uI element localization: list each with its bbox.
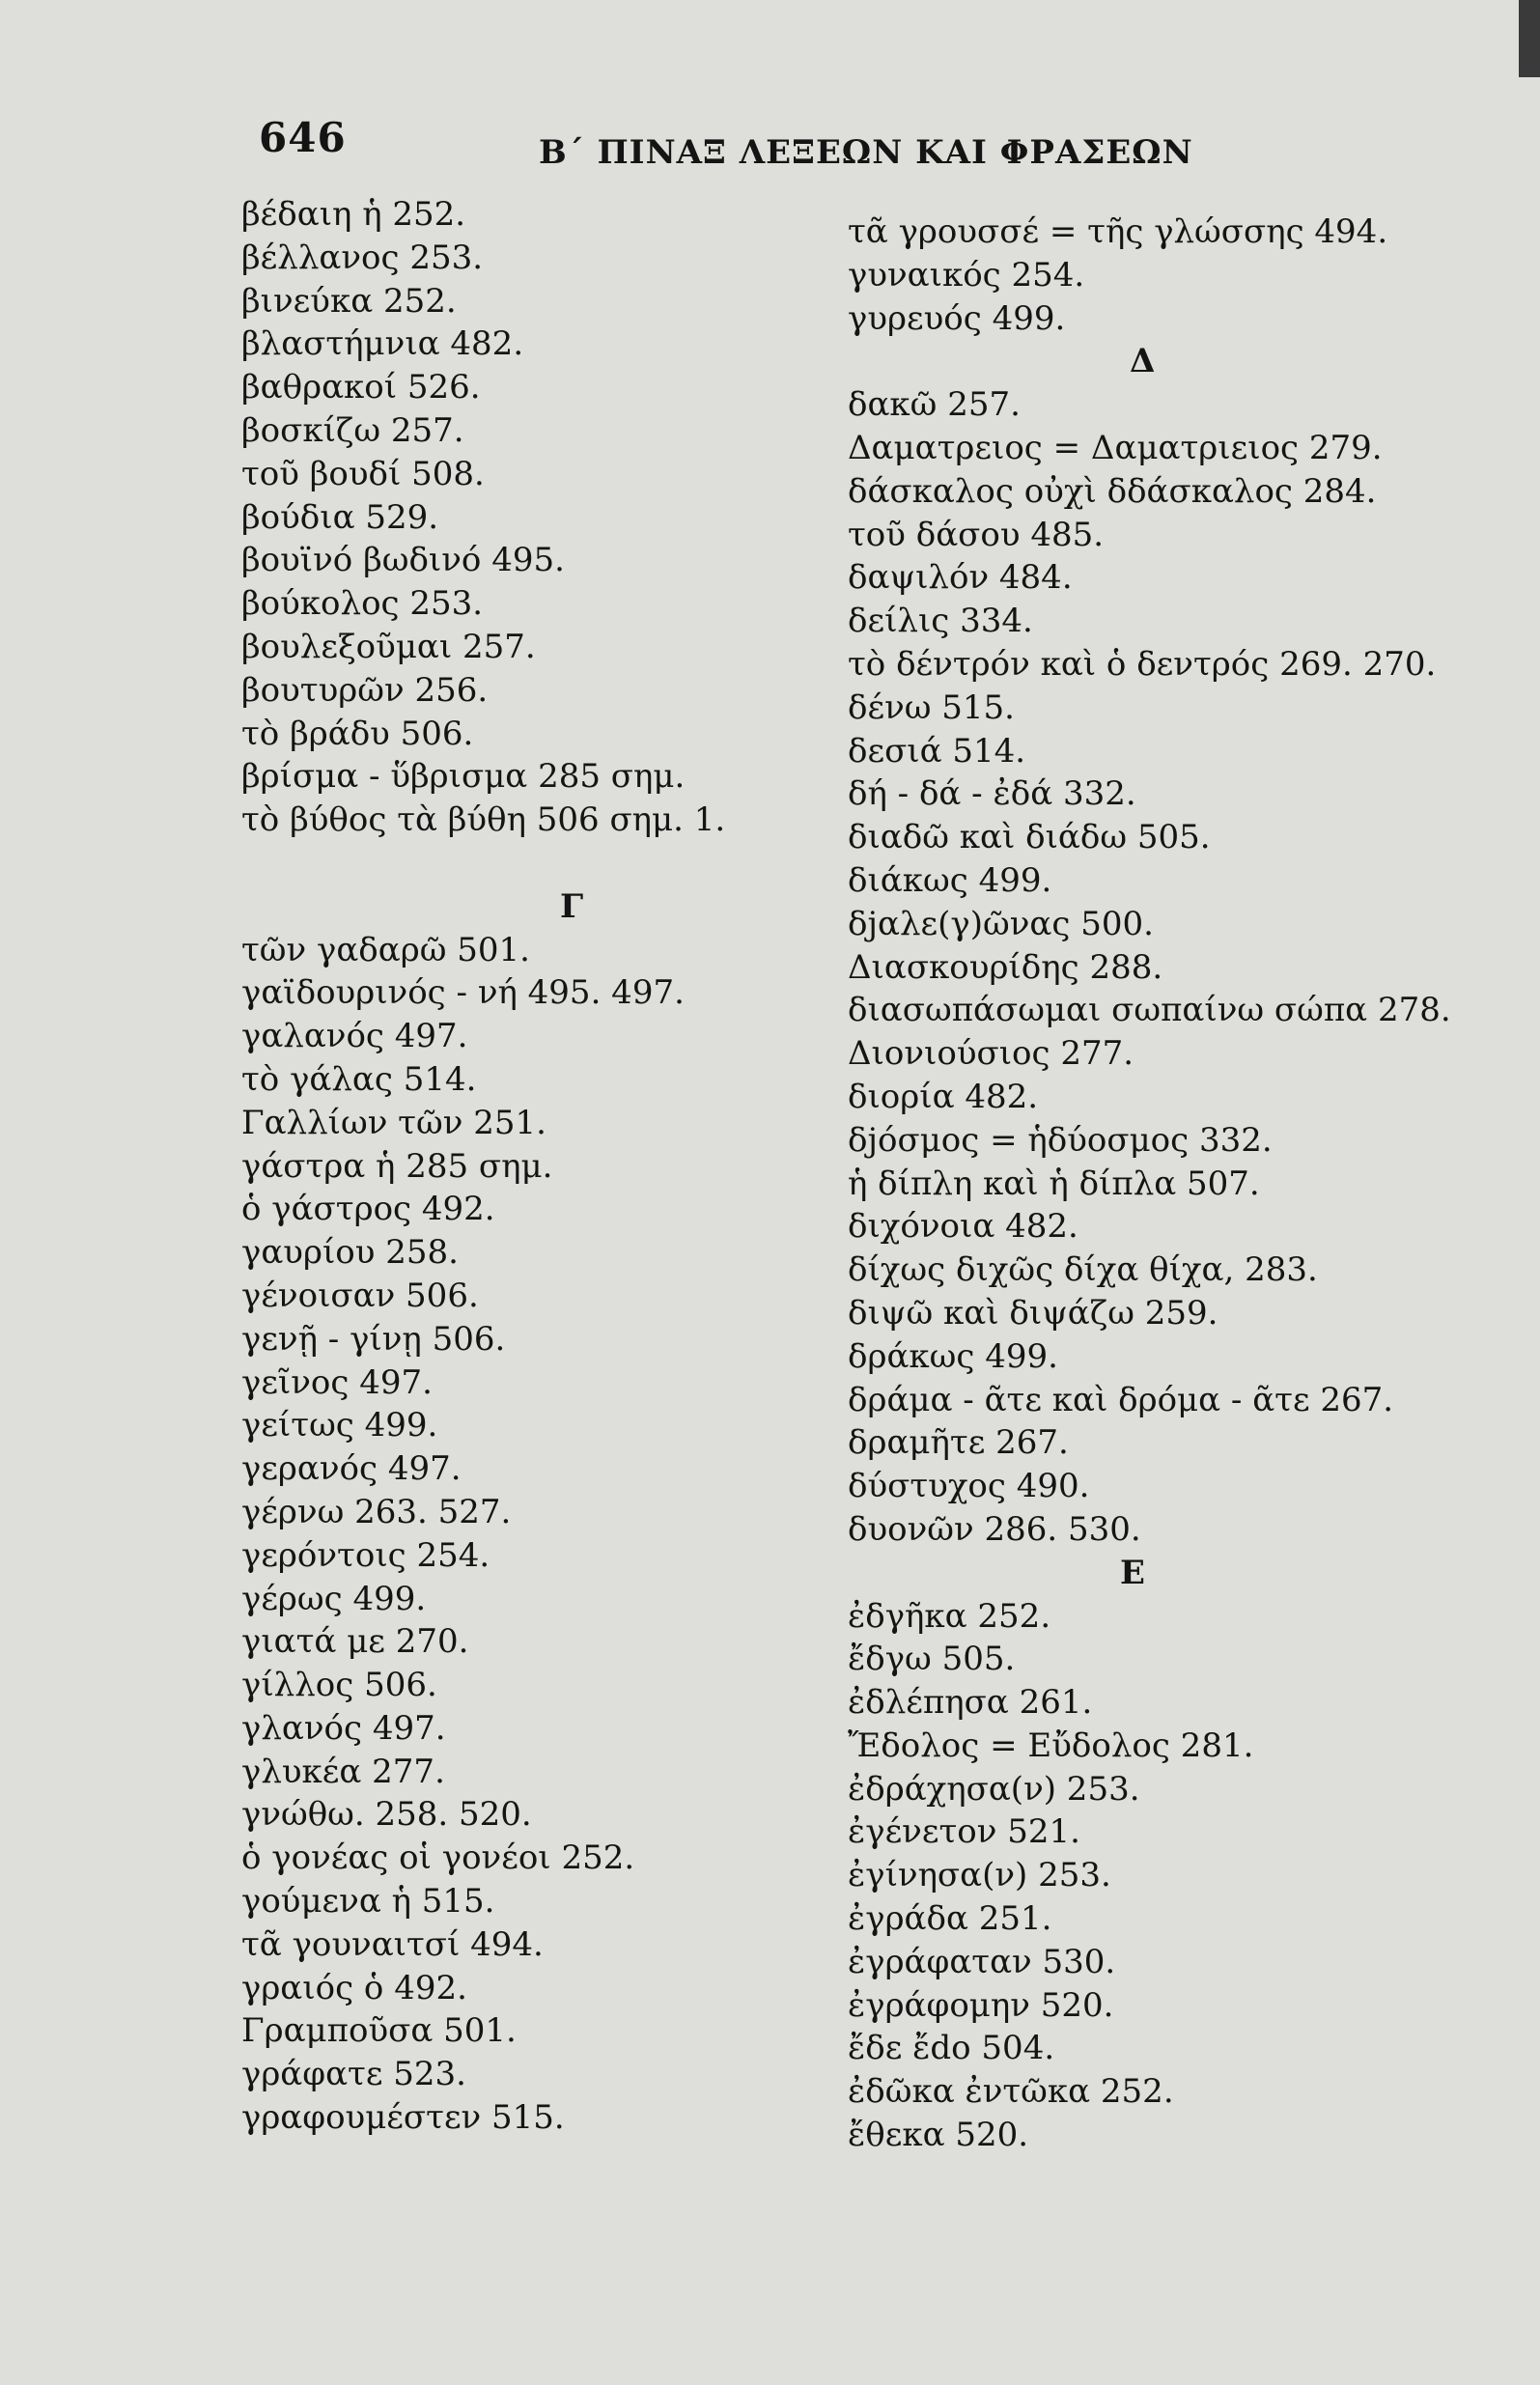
index-entry: τὸ γάλας 514. <box>241 1059 477 1099</box>
spacer <box>241 842 782 885</box>
index-entry: δύστυχος 490. <box>848 1467 1090 1506</box>
index-entry: δράμα - ᾶτε καὶ δρόμα - ᾶτε 267. <box>848 1380 1394 1419</box>
index-entry: ἐγένετον 521. <box>848 1812 1080 1852</box>
index-entry: ἐδῶκα ἐντῶκα 252. <box>848 2072 1174 2112</box>
index-entry: βρίσμα - ὕβρισμα 285 σημ. <box>241 757 686 797</box>
index-column-left <box>241 193 782 2140</box>
index-entry: γούμενα ἡ 515. <box>241 1882 495 1922</box>
page-edge-shadow <box>1519 0 1540 77</box>
index-entry: δράκως 499. <box>848 1336 1058 1376</box>
index-entry: βουϊνό βωδινό 495. <box>241 541 565 580</box>
index-entry: τὸ δέντρόν καὶ ὁ δεντρός 269. 270. <box>848 644 1437 684</box>
index-entry: βέδαιη ἡ 252. <box>241 195 466 234</box>
index-entry: τοῦ δάσου 485. <box>848 515 1105 554</box>
index-entry: τᾶ γρουσσέ = τῆς γλώσσης 494. <box>848 212 1388 251</box>
section-letter: Γ <box>560 886 584 926</box>
index-entry: βούκολος 253. <box>241 584 484 624</box>
index-entry: Ἔδολος = Εὔδολος 281. <box>848 1726 1254 1765</box>
index-entry: ὁ γάστρος 492. <box>241 1190 495 1229</box>
index-entry: διαδῶ καὶ διάδω 505. <box>848 818 1211 857</box>
index-entry: δεσιά 514. <box>848 731 1026 771</box>
index-entry: γυναικός 254. <box>848 255 1085 295</box>
page-number: 646 <box>259 114 347 161</box>
index-entry: τὸ βράδυ 506. <box>241 714 474 753</box>
index-entry: βέλλανος 253. <box>241 238 484 277</box>
index-entry: Διονιούσιος 277. <box>848 1034 1134 1074</box>
index-entry: δραμῆτε 267. <box>848 1423 1069 1463</box>
index-entry: δένω 515. <box>848 687 1015 727</box>
running-title: Β΄ ΠΙΝΑΞ ΛΕΞΕΩΝ ΚΑΙ ΦΡΑΣΕΩΝ <box>539 133 1193 172</box>
index-entry: δαψιλόν 484. <box>848 558 1073 598</box>
index-entry: γεῖνος 497. <box>241 1362 433 1402</box>
index-entry: δή - δά - ἐδά 332. <box>848 774 1136 814</box>
index-entry: τὸ βύθος τὰ βύθη 506 σημ. 1. <box>241 800 726 840</box>
index-entry: Γραμποῦσα 501. <box>241 2011 517 2051</box>
index-entry: ἔδγω 505. <box>848 1640 1016 1679</box>
index-entry: ὁ γονέας οἱ γονέοι 252. <box>241 1838 635 1878</box>
index-entry: γέρνω 263. 527. <box>241 1492 512 1531</box>
index-entry: ἐγράδα 251. <box>848 1899 1052 1939</box>
index-entry: τᾶ γουναιτσί 494. <box>241 1924 544 1964</box>
index-entry: γίλλος 506. <box>241 1666 437 1705</box>
index-entry: βινεύκα 252. <box>241 281 457 321</box>
index-entry: τοῦ βουδί 508. <box>241 454 485 493</box>
index-entry: βουλεξοῦμαι 257. <box>241 627 536 666</box>
index-entry: γενῇ - γίνῃ 506. <box>241 1319 506 1359</box>
index-entry: ἡ δίπλη καὶ ἡ δίπλα 507. <box>848 1164 1260 1203</box>
index-entry: δυονῶν 286. 530. <box>848 1509 1141 1549</box>
index-entry: Γαλλίων τῶν 251. <box>241 1103 546 1142</box>
index-entry: διψῶ καὶ διψάζω 259. <box>848 1293 1218 1333</box>
index-entry: ἐγίνησα(ν) 253. <box>848 1856 1111 1895</box>
index-entry: ἐδλέπησα 261. <box>848 1683 1093 1723</box>
index-entry: δακῶ 257. <box>848 385 1021 425</box>
index-entry: ἐγράφομην 520. <box>848 1985 1114 2025</box>
index-entry: γράφατε 523. <box>241 2055 466 2094</box>
index-entry: γαυρίου 258. <box>241 1233 459 1273</box>
index-entry: Διασκουρίδης 288. <box>848 947 1163 987</box>
page-header <box>259 114 1244 191</box>
index-entry: γραιός ὁ 492. <box>241 1968 467 2007</box>
index-entry: γείτως 499. <box>241 1406 438 1445</box>
index-entry: γραφουμέστεν 515. <box>241 2098 565 2138</box>
index-entry: ἐδγῆκα 252. <box>848 1596 1051 1636</box>
index-entry: γένοισαν 506. <box>241 1276 479 1315</box>
index-entry: ἐγράφαταν 530. <box>848 1942 1116 1981</box>
index-entry: γαλανός 497. <box>241 1017 468 1056</box>
index-entry: γερόντοις 254. <box>241 1535 490 1575</box>
index-entry: δίχως διχῶς δίχα θίχα, 283. <box>848 1250 1318 1290</box>
index-entry: Δαματρειος = Δαματριειος 279. <box>848 428 1383 467</box>
index-entry: διχόνοια 482. <box>848 1207 1078 1247</box>
index-entry: τῶν γαδαρῶ 501. <box>241 930 530 969</box>
index-entry: γιατά με 270. <box>241 1622 469 1662</box>
index-entry: ἐδράχησα(ν) 253. <box>848 1769 1140 1809</box>
index-entry: γλυκέα 277. <box>241 1752 445 1791</box>
index-entry: διασωπάσωμαι σωπαίνω σώπα 278. <box>848 991 1451 1030</box>
index-entry: γέρως 499. <box>241 1579 427 1618</box>
index-entry: γυρευός 499. <box>848 298 1066 338</box>
index-entry: γερανός 497. <box>241 1449 462 1489</box>
index-entry: βλαστήμνια 482. <box>241 324 524 364</box>
section-letter: Ε <box>1120 1553 1145 1592</box>
index-entry: γνώθω. 258. 520. <box>241 1795 532 1835</box>
index-entry: ἔθεκα 520. <box>848 2116 1029 2155</box>
index-entry: βαθρακοί 526. <box>241 368 481 407</box>
index-column-right <box>848 210 1451 2157</box>
index-entry: ἔδε ἔdo 504. <box>848 2029 1055 2068</box>
index-entry: γαϊδουρινός - νή 495. 497. <box>241 973 685 1013</box>
index-entry: βοσκίζω 257. <box>241 410 464 450</box>
index-entry: γάστρα ἡ 285 σημ. <box>241 1146 553 1186</box>
index-entry: βουτυρῶν 256. <box>241 670 489 710</box>
index-entry: δείλις 334. <box>848 602 1033 641</box>
index-entry: διορία 482. <box>848 1077 1039 1116</box>
index-entry: βούδια 529. <box>241 497 439 537</box>
section-letter: Δ <box>1130 342 1156 381</box>
index-entry: δάσκαλος οὐχὶ δδάσκαλος 284. <box>848 471 1377 511</box>
index-entry: δjόσμος = ἡδύοσμος 332. <box>848 1120 1273 1160</box>
index-entry: γλανός 497. <box>241 1708 446 1748</box>
index-entry: διάκως 499. <box>848 860 1052 900</box>
index-entry: δjαλε(γ)ῶνας 500. <box>848 904 1154 943</box>
